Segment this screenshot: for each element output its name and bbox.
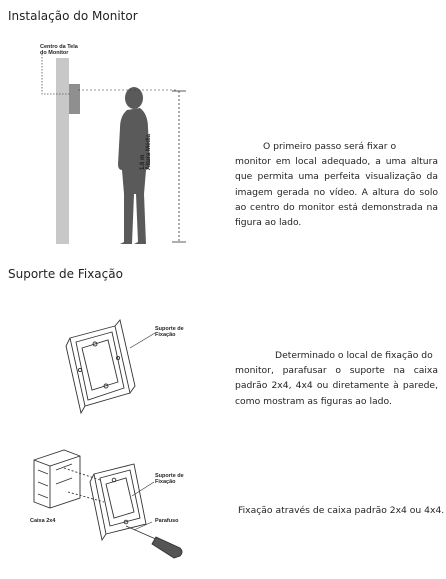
bracket-paragraph-first: Determinado o local de fixação do <box>275 350 433 361</box>
box-mount-caption: Fixação através de caixa padrão 2x4 ou 4x4. <box>238 505 445 516</box>
height-label <box>140 134 152 170</box>
screen-center-label <box>40 44 78 56</box>
bracket-label-line2: Fixação <box>155 332 176 338</box>
box-label: Caixa 2x4 <box>30 518 56 524</box>
wall-bracket-illustration <box>60 318 150 418</box>
box-bracket-label-line2: Fixação <box>155 479 176 485</box>
screen-center-label-line2: do Monitor <box>40 50 69 56</box>
height-value: 1.6 m <box>140 154 146 170</box>
box-bracket-label <box>155 473 184 485</box>
height-caption: Altura Média <box>146 133 152 170</box>
monitor-height-illustration <box>30 44 230 254</box>
monitor <box>69 84 80 114</box>
box-bracket-label-line1: Suporte de <box>155 473 184 479</box>
section-title-monitor-install: Instalação do Monitor <box>8 9 138 23</box>
bracket-label <box>155 326 184 338</box>
box-mount-illustration <box>22 440 182 570</box>
bracket-paragraph <box>235 348 438 409</box>
bracket-label-line1: Suporte de <box>155 326 184 332</box>
screw-label: Parafuso <box>155 518 179 524</box>
screen-center-label-line1: Centro da Tela <box>40 44 78 50</box>
monitor-install-paragraph-rest: monitor em local adequado, a uma altura que permita uma perfeita visualização da imagem gerada no vídeo. A altura do solo ao centro do monitor está demonstrada na figura ao lado. <box>235 156 438 229</box>
section-title-bracket: Suporte de Fixação <box>8 267 123 281</box>
bracket-paragraph-rest: monitor, parafusar o suporte na caixa padrão 2x4, 4x4 ou diretamente à parede, como mostram as figuras ao lado. <box>235 365 438 407</box>
monitor-install-paragraph-first: O primeiro passo será fixar o <box>263 141 397 152</box>
monitor-install-paragraph <box>235 139 438 230</box>
wall <box>56 58 69 244</box>
screwdriver <box>126 526 182 558</box>
